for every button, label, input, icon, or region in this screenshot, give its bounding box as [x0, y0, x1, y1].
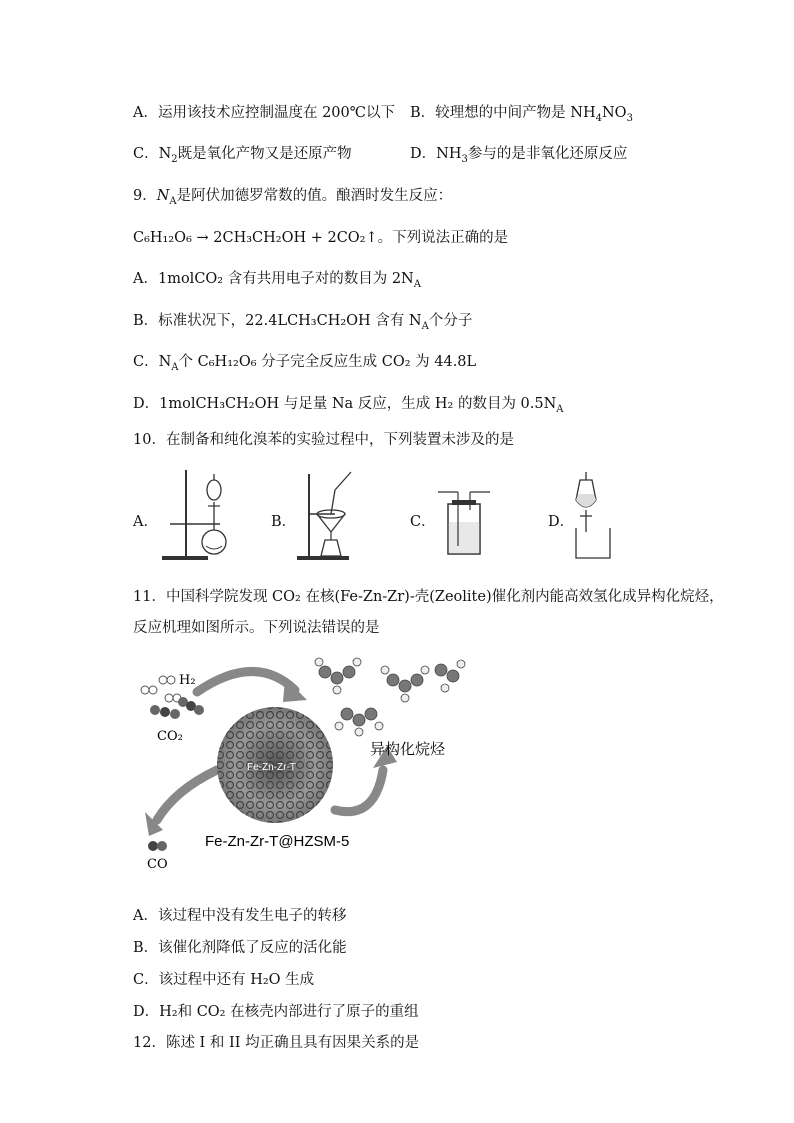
apparatus-b-filtration-icon	[295, 470, 367, 562]
co-label: CO	[147, 857, 168, 872]
q9-equation: C₆H₁₂O₆ → 2CH₃CH₂OH + 2CO₂↑。下列说法正确的是	[133, 230, 509, 246]
apparatus-a-distillation-icon	[160, 466, 240, 562]
q9-option-b: B．标准状况下，22.4LCH₃CH₂OH 含有 $N_A$个分子	[133, 313, 473, 332]
apparatus-d-separatory-funnel-icon	[566, 470, 618, 562]
q11-option-a: A．该过程中没有发生电子的转移	[133, 908, 347, 924]
q10-option-a-label: A．	[133, 514, 158, 530]
catalyst-mechanism-figure	[135, 650, 480, 880]
q12-stem: 12．陈述 I 和 II 均正确且具有因果关系的是	[133, 1035, 420, 1051]
catalyst-core-label: Fe-Zn-Zr-T	[247, 762, 296, 773]
q11-stem-line2: 反应机理如图所示。下列说法错误的是	[133, 620, 380, 636]
q9-stem: 9．$N_A$是阿伏加德罗常数的值。酿酒时发生反应：	[133, 188, 453, 207]
q10-option-b-label: B．	[271, 514, 297, 530]
q9-option-c: C．$N_A$个 C₆H₁₂O₆ 分子完全反应生成 CO₂ 为 44.8L	[133, 354, 477, 373]
q8-option-a: A．运用该技术应控制温度在 200℃以下	[133, 105, 395, 121]
h2-label: H₂	[179, 673, 196, 688]
apparatus-c-gas-washing-bottle-icon	[436, 486, 492, 558]
catalyst-caption: Fe-Zn-Zr-T@HZSM-5	[205, 833, 350, 850]
q11-option-c: C．该过程中还有 H₂O 生成	[133, 972, 315, 988]
q8-option-c: C．$N_2$既是氧化产物又是还原产物	[133, 146, 352, 165]
co2-label: CO₂	[157, 729, 183, 744]
q11-option-b: B．该催化剂降低了反应的活化能	[133, 940, 347, 956]
product-label: 异构化烷烃	[370, 740, 446, 758]
q10-option-d-label: D．	[548, 514, 575, 530]
q10-stem: 10．在制备和纯化溴苯的实验过程中，下列装置未涉及的是	[133, 432, 514, 448]
q11-option-d: D．H₂和 CO₂ 在核壳内部进行了原子的重组	[133, 1004, 419, 1020]
q9-option-a: A．1molCO₂ 含有共用电子对的数目为 $2N_A$	[133, 271, 421, 290]
q8-option-d: D．$NH_3$参与的是非氧化还原反应	[410, 146, 628, 165]
q10-option-c-label: C．	[410, 514, 436, 530]
q11-stem-line1: 11．中国科学院发现 CO₂ 在核(Fe-Zn-Zr)-壳(Zeolite)催化剂内能高效氢化成异构化烷烃，	[133, 589, 724, 605]
q9-option-d: D．1molCH₃CH₂OH 与足量 Na 反应，生成 H₂ 的数目为 $0.5N_A$	[133, 396, 564, 415]
q8-option-b: B．较理想的中间产物是 $NH_4NO_3$	[410, 105, 633, 124]
